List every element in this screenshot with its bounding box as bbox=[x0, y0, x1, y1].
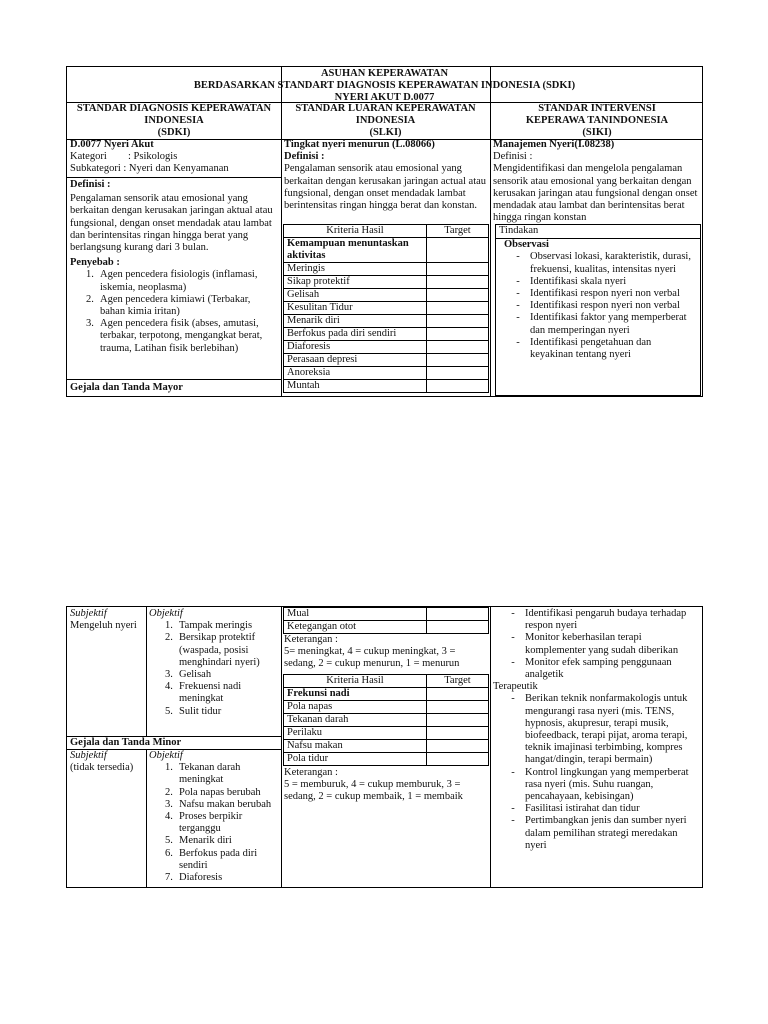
keterangan-1: Keterangan : 5= meningkat, 4 = cukup meningkat, 3 = sedang, 2 = cukup menurun, 1 = menurun bbox=[284, 634, 488, 672]
list-item: 3. Agen pencedera fisik (abses, amutasi, terbakar, terpotong, mengangkat berat, trauma, Latihan fisik berlebihan) bbox=[86, 318, 263, 354]
target-cell[interactable] bbox=[427, 753, 489, 766]
target-header: Target bbox=[427, 225, 489, 238]
diagnosis-code-title: D.0077 Nyeri Akut bbox=[70, 139, 154, 150]
observasi-list bbox=[496, 251, 700, 361]
header-line-3: NYERI AKUT D.0077 bbox=[334, 92, 435, 104]
list-item: 5. Menarik diri bbox=[165, 835, 232, 847]
gejala-mayor-label: Gejala dan Tanda Mayor bbox=[70, 382, 183, 393]
list-item: 5. Sulit tidur bbox=[165, 705, 222, 717]
target-cell[interactable] bbox=[427, 688, 489, 701]
sdki-definisi bbox=[70, 179, 278, 354]
table-row: Diaforesis bbox=[284, 341, 489, 354]
list-item: 3. Gelisah bbox=[165, 669, 212, 681]
target-cell[interactable] bbox=[427, 315, 489, 328]
subjektif-mayor bbox=[70, 608, 144, 668]
target-cell[interactable] bbox=[427, 608, 489, 621]
table-row: Nafsu makan bbox=[284, 740, 489, 753]
objektif-minor-list bbox=[149, 762, 279, 884]
target-cell[interactable] bbox=[427, 740, 489, 753]
definisi-text: Pengalaman sensorik atau emosional yang berkaitan dengan kerusakan jaringan aktual atau fungsional, dengan onset mendadak atau lambat dan berintensitas ringan hingga berat yang berlangsung kurang dari 3 bulan. bbox=[70, 193, 273, 254]
objektif-minor: Objektif 1. Tekanan darah meningkat 2. Pola napas berubah 3. Nafsu makan berubah 4. Proses berpikir terganggu 5. Menarik diri 6. Berfokus pada diri sendiri 7. Diaforesis bbox=[149, 750, 279, 888]
subjektif-text: Mengeluh nyeri bbox=[70, 620, 137, 632]
terapeutik-list bbox=[493, 693, 701, 852]
definisi-label: Definisi : bbox=[70, 179, 111, 190]
observasi-list-cont bbox=[493, 608, 701, 681]
list-item: 3. Nafsu makan berubah bbox=[165, 798, 272, 810]
target-cell[interactable] bbox=[427, 238, 489, 263]
siki-title: Manajemen Nyeri(I.08238) bbox=[493, 139, 615, 150]
table-row: Sikap protektif bbox=[284, 276, 489, 289]
list-item: - Monitor keberhasilan terapi komplementer yang sudah diberikan bbox=[511, 632, 679, 656]
list-item: - Identifikasi faktor yang memperberat dan memperingan nyeri bbox=[516, 312, 687, 336]
objektif-mayor bbox=[149, 608, 279, 734]
list-item: 7. Diaforesis bbox=[165, 872, 223, 884]
table-row: Gelisah bbox=[284, 289, 489, 302]
subjektif-minor-text: (tidak tersedia) bbox=[70, 762, 134, 774]
column-header-slki: STANDAR LUARAN KEPERAWATAN INDONESIA (SLKI) bbox=[295, 103, 476, 139]
target-cell[interactable] bbox=[427, 367, 489, 380]
list-item: 2. Pola napas berubah bbox=[165, 786, 261, 798]
column-header-sdki: STANDAR DIAGNOSIS KEPERAWATAN INDONESIA (SDKI) bbox=[76, 103, 272, 139]
target-cell[interactable] bbox=[427, 714, 489, 727]
header-line-1: ASUHAN KEPERAWATAN bbox=[320, 68, 449, 79]
list-item: - Identifikasi respon nyeri non verbal bbox=[516, 288, 680, 300]
list-item: - Identifikasi skala nyeri bbox=[516, 275, 627, 287]
target-cell[interactable] bbox=[427, 354, 489, 367]
table-row: Berfokus pada diri sendiri bbox=[284, 328, 489, 341]
list-item: - Pertimbangkan jenis dan sumber nyeri dalam pemilihan strategi meredakan nyeri bbox=[511, 815, 687, 851]
kategori-value: : Psikologis bbox=[128, 151, 178, 163]
table-row: Meringis bbox=[284, 263, 489, 276]
table-row: Anoreksia bbox=[284, 367, 489, 380]
subjektif-label: Subjektif bbox=[70, 608, 107, 619]
list-item: 4. Proses berpikir terganggu bbox=[165, 811, 243, 835]
list-item: - Observasi lokasi, karakteristik, durasi, frekuensi, kualitas, intensitas nyeri bbox=[516, 251, 691, 275]
kriteria-header: Kriteria Hasil bbox=[284, 225, 427, 238]
slki-definisi-text: Pengalaman sensorik atau emosional yang berkaitan dengan kerusakan jaringan actual atau fungsional, dengan onset mendadak lambat berintensitas ringan hingga berat dan konstan. bbox=[284, 163, 487, 212]
slki-definisi-label: Definisi : bbox=[284, 151, 325, 163]
table-row: Muntah bbox=[284, 380, 489, 393]
frekuensi-label: Frekunsi nadi bbox=[284, 688, 427, 701]
keterangan-1-text: 5= meningkat, 4 = cukup meningkat, 3 = sedang, 2 = cukup menurun, 1 = menurun bbox=[284, 646, 460, 670]
header-line-2: BERDASARKAN STANDART DIAGNOSIS KEPERAWATAN INDONESIA (SDKI) bbox=[193, 80, 576, 92]
list-item: - Kontrol lingkungan yang memperberat rasa nyeri (mis. Suhu ruangan, pencahayaan, kebisingan) bbox=[511, 766, 689, 803]
table-row: Perasaan depresi bbox=[284, 354, 489, 367]
target-cell[interactable] bbox=[427, 328, 489, 341]
gejala-minor-label: Gejala dan Tanda Minor bbox=[70, 737, 182, 748]
list-item: 2. Bersikap protektif (waspada, posisi menghindari nyeri) bbox=[165, 632, 260, 668]
table-row bbox=[284, 688, 489, 701]
objektif-mayor-list bbox=[149, 620, 279, 718]
list-item: 6. Berfokus pada diri sendiri bbox=[165, 847, 258, 871]
target-cell[interactable] bbox=[427, 276, 489, 289]
target-cell[interactable] bbox=[427, 380, 489, 393]
target-cell[interactable] bbox=[427, 289, 489, 302]
objektif-label: Objektif bbox=[149, 608, 183, 619]
list-item: - Monitor efek samping penggunaan analgetik bbox=[511, 656, 672, 681]
document-header bbox=[67, 68, 702, 102]
slki-criteria-table-cont bbox=[283, 607, 489, 634]
list-item: 1. Tampak meringis bbox=[165, 620, 253, 632]
target-cell[interactable] bbox=[427, 701, 489, 714]
slki-criteria-table-2: Kriteria Hasil Target Frekunsi nadi Pola napas Tekanan darah Perilaku Nafsu makan Pola tidur bbox=[283, 674, 489, 766]
subjektif-minor: Subjektif (tidak tersedia) bbox=[70, 750, 144, 780]
target-cell[interactable] bbox=[427, 263, 489, 276]
kategori-row bbox=[70, 151, 278, 163]
table-row: Kesulitan Tidur bbox=[284, 302, 489, 315]
list-item: 1. Tekanan darah meningkat bbox=[165, 762, 241, 786]
penyebab-list bbox=[70, 269, 278, 354]
list-item: 2. Agen pencedera kimiawi (Terbakar, bahan kimia iritan) bbox=[86, 293, 251, 318]
siki-column-cont bbox=[493, 608, 701, 888]
table-row: Pola napas bbox=[284, 701, 489, 714]
table-row: Tekanan darah bbox=[284, 714, 489, 727]
keterangan-2-text: 5 = memburuk, 4 = cukup memburuk, 3 = sedang, 2 = cukup membaik, 1 = membaik bbox=[284, 779, 463, 803]
slki-title: Tingkat nyeri menurun (L.08066) bbox=[284, 139, 435, 150]
tindakan-label: Tindakan bbox=[499, 225, 539, 236]
target-cell[interactable] bbox=[427, 727, 489, 740]
target-cell[interactable] bbox=[427, 302, 489, 315]
list-item: - Identifikasi pengaruh budaya terhadap respon nyeri bbox=[511, 608, 687, 632]
slki-criteria-table bbox=[283, 224, 489, 393]
list-item: - Identifikasi respon nyeri non verbal bbox=[516, 300, 680, 312]
penyebab-label: Penyebab : bbox=[70, 257, 120, 269]
kategori-label: Kategori bbox=[70, 151, 107, 163]
subkategori: Subkategori : Nyeri dan Kenyamanan bbox=[70, 163, 229, 175]
table-row: Menarik diri bbox=[284, 315, 489, 328]
keterangan-2: Keterangan : 5 = memburuk, 4 = cukup memburuk, 3 = sedang, 2 = cukup membaik, 1 = membaik bbox=[284, 767, 488, 807]
table-row: Perilaku bbox=[284, 727, 489, 740]
page2-table bbox=[66, 606, 703, 888]
list-item: 4. Frekuensi nadi meningkat bbox=[165, 681, 242, 705]
target-cell[interactable] bbox=[427, 621, 489, 634]
siki-definisi-label: Definisi : bbox=[493, 151, 533, 163]
siki-definisi-text: Mengidentifikasi dan mengelola pengalaman sensorik atau emosional yang berkaitan dengan kerusakan jaringan atau fungsional dengan onset mendadak atau lambat dan berintensitas berat hingga ringan konstan bbox=[493, 163, 698, 224]
table-row: Pola tidur bbox=[284, 753, 489, 766]
observasi-label: Observasi bbox=[504, 239, 549, 251]
table-row: Ketegangan otot bbox=[284, 621, 489, 634]
column-header-siki: STANDAR INTERVENSI KEPERAWA TANINDONESIA (SIKI) bbox=[525, 103, 669, 139]
kemampuan-label: Kemampuan menuntaskan aktivitas bbox=[284, 238, 427, 263]
list-item: 1. Agen pencedera fisiologis (inflamasi, iskemia, neoplasma) bbox=[86, 269, 258, 293]
terapeutik-label: Terapeutik bbox=[493, 681, 538, 693]
table-row: Mual bbox=[284, 608, 489, 621]
list-item: - Identifikasi pengetahuan dan keyakinan tentang nyeri bbox=[516, 336, 652, 361]
page1-table bbox=[66, 66, 703, 397]
siki-tindakan-box bbox=[495, 224, 701, 396]
list-item: - Fasilitasi istirahat dan tidur bbox=[511, 803, 640, 815]
list-item: - Berikan teknik nonfarmakologis untuk mengurangi rasa nyeri (mis. TENS, hypnosis, akupresur, terapi musik, biofeedback, terapi pijat, aroma terapi, teknik imajinasi terbimbing, kompres hangat/dingin, terapi bermain) bbox=[511, 693, 688, 766]
target-cell[interactable] bbox=[427, 341, 489, 354]
